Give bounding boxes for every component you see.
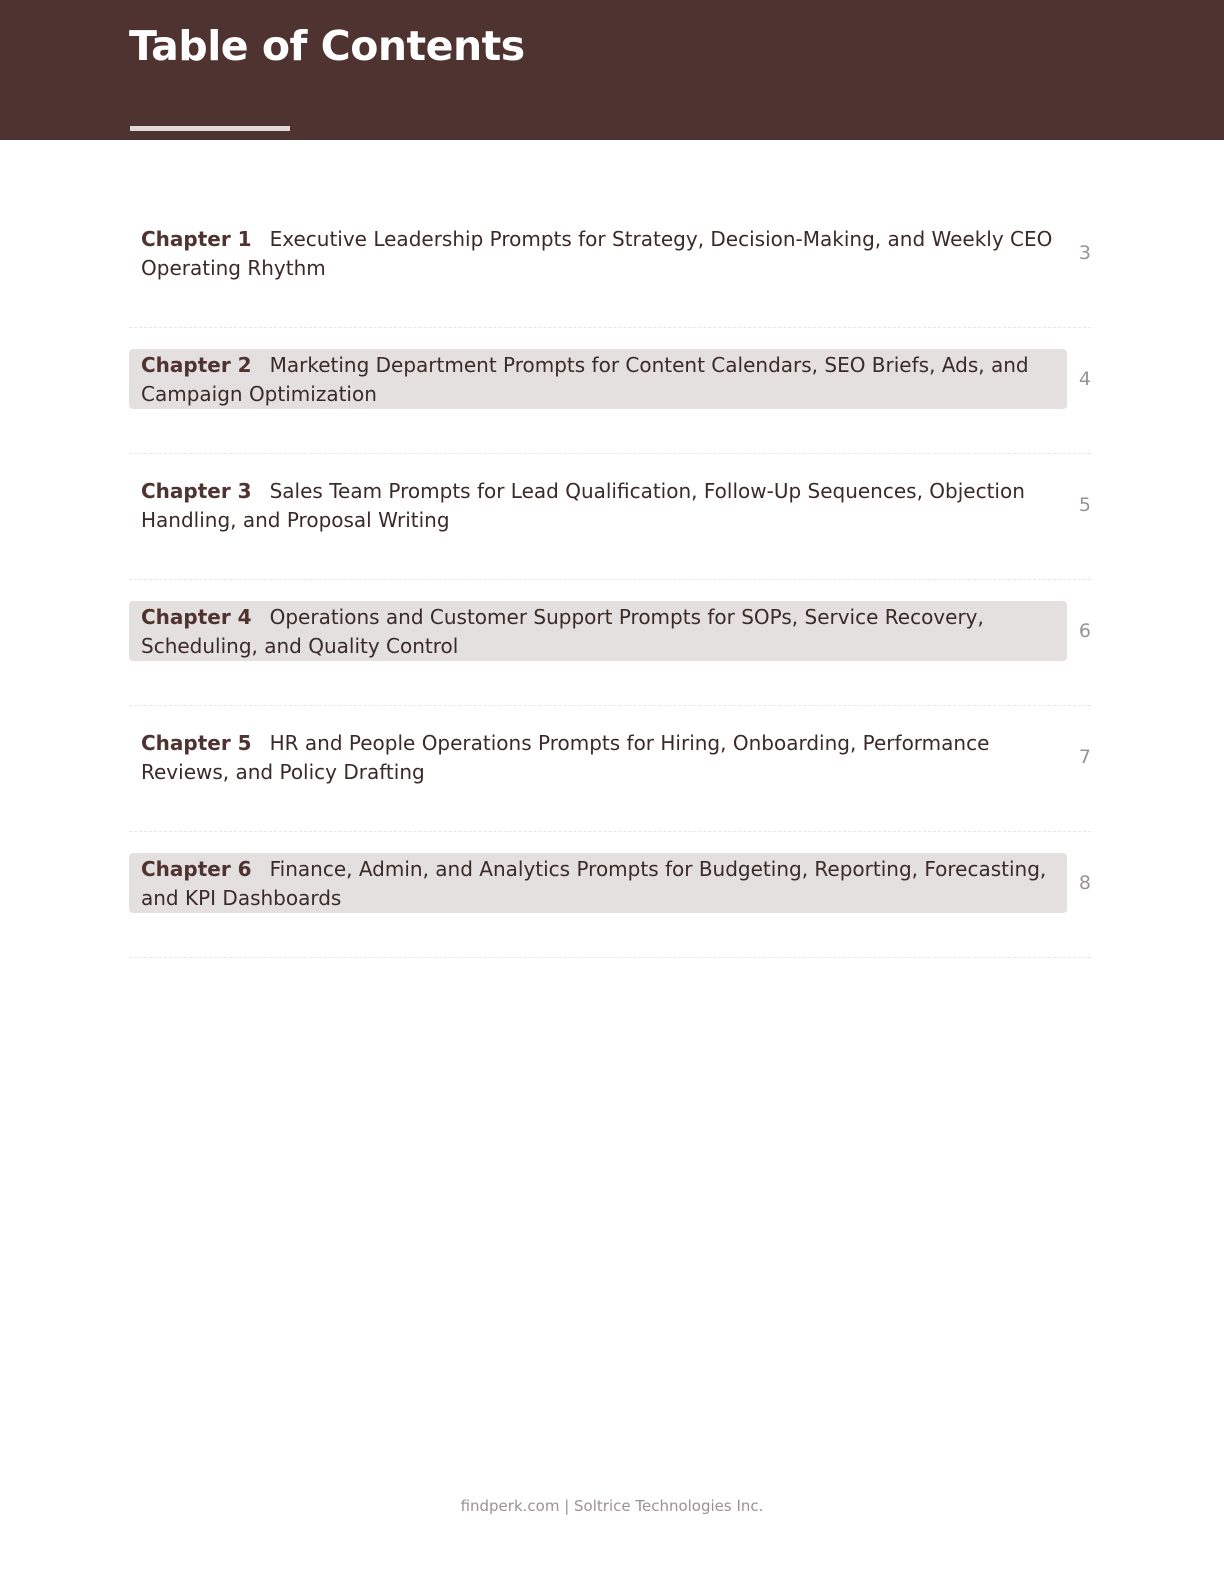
- toc-entry[interactable]: [129, 328, 1091, 454]
- toc-list: [129, 202, 1091, 958]
- page-number: 8: [1078, 872, 1091, 894]
- title-underline-rule: [130, 126, 290, 131]
- chapter-title: Finance, Admin, and Analytics Prompts for Budgeting, Reporting, Forecasting, and KPI Dashboards: [141, 857, 1047, 910]
- page-title: Table of Contents: [129, 22, 525, 70]
- toc-entry[interactable]: [129, 454, 1091, 580]
- toc-entry-text: [141, 603, 1059, 661]
- chapter-label: Chapter 6: [141, 857, 252, 881]
- chapter-label: Chapter 3: [141, 479, 252, 503]
- page-number: 7: [1078, 746, 1091, 768]
- toc-entry[interactable]: [129, 832, 1091, 958]
- toc-entry-text: [141, 225, 1059, 283]
- toc-entry[interactable]: [129, 202, 1091, 328]
- title-banner: [0, 0, 1224, 140]
- page-footer: findperk.com | Soltrice Technologies Inc.: [460, 1497, 764, 1515]
- chapter-label: Chapter 5: [141, 731, 252, 755]
- chapter-label: Chapter 1: [141, 227, 252, 251]
- toc-entry[interactable]: [129, 706, 1091, 832]
- chapter-title: Sales Team Prompts for Lead Qualification, Follow-Up Sequences, Objection Handling, and Proposal Writing: [141, 479, 1025, 532]
- page-number: 3: [1078, 242, 1091, 264]
- chapter-title: Executive Leadership Prompts for Strategy, Decision-Making, and Weekly CEO Operating Rhythm: [141, 227, 1053, 280]
- toc-entry-text: [141, 729, 1059, 787]
- chapter-title: HR and People Operations Prompts for Hiring, Onboarding, Performance Reviews, and Policy Drafting: [141, 731, 990, 784]
- chapter-label: Chapter 2: [141, 353, 252, 377]
- toc-entry-text: [141, 477, 1059, 535]
- chapter-title: Operations and Customer Support Prompts for SOPs, Service Recovery, Scheduling, and Quality Control: [141, 605, 984, 658]
- chapter-label: Chapter 4: [141, 605, 252, 629]
- page-number: 6: [1078, 620, 1091, 642]
- chapter-title: Marketing Department Prompts for Content Calendars, SEO Briefs, Ads, and Campaign Optimization: [141, 353, 1029, 406]
- toc-entry-text: [141, 351, 1059, 409]
- page-number: 4: [1078, 368, 1091, 390]
- toc-entry-text: [141, 855, 1059, 913]
- toc-entry[interactable]: [129, 580, 1091, 706]
- page-number: 5: [1078, 494, 1091, 516]
